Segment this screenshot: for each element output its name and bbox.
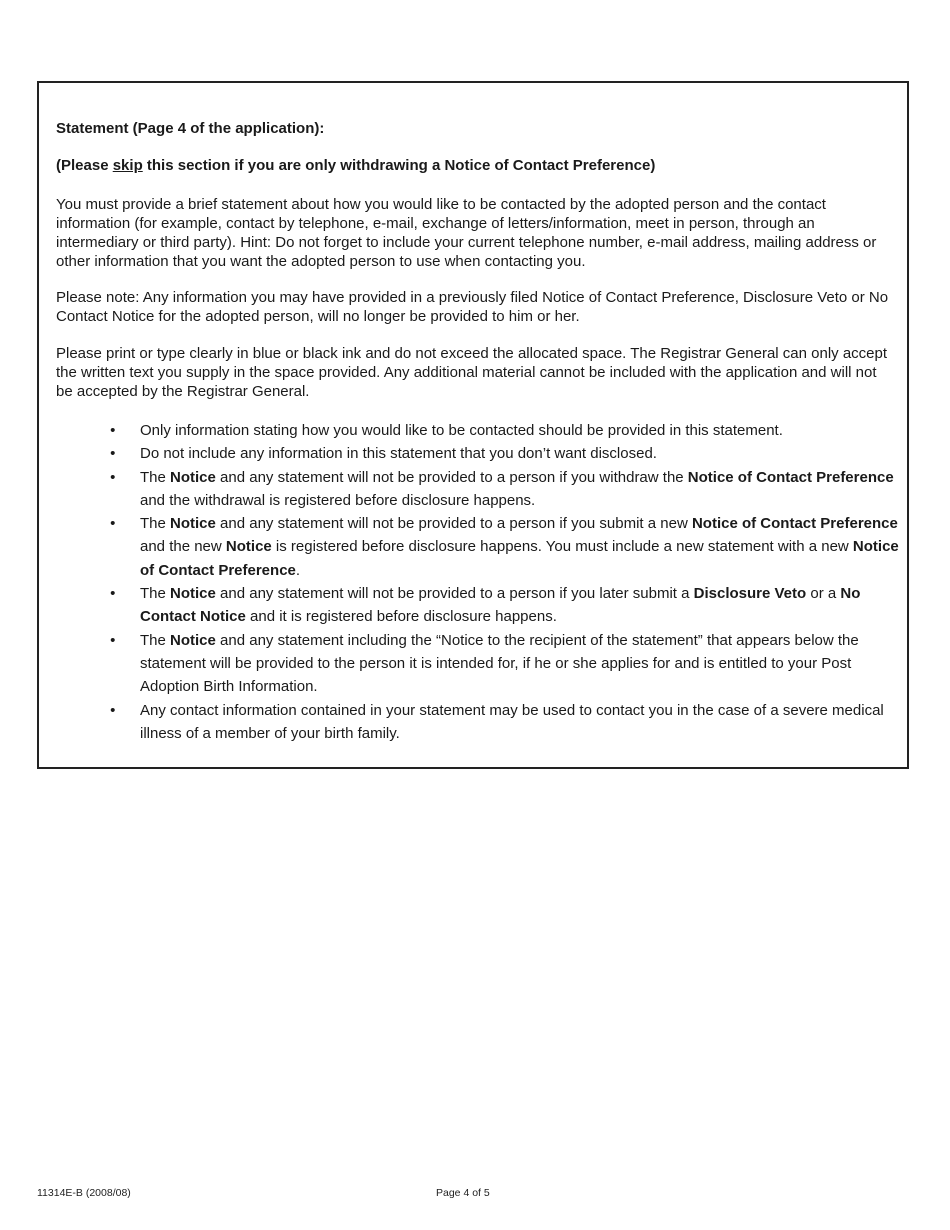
bullet-icon: • (110, 631, 116, 649)
statement-rules-list (110, 419, 900, 745)
bullet-icon: • (110, 422, 116, 439)
instructions-paragraph: You must provide a brief statement about how you would like to be contacted by the adopted person and the contact information (for example, contact by telephone, e-mail, exchange of letters/information, meet in person, through an intermediary or third party). Hint: Do not forget to include your current telephone number, e-mail address, mailing address or other information that you want the adopted person to use when contacting you. (56, 196, 877, 270)
skip-word: skip (112, 157, 143, 174)
list-item: • Any contact information contained in your statement may be used to contact you in the case of a severe medical illness of a member of your birth family. (110, 699, 900, 746)
page-number: Page 4 of 5 (436, 1187, 490, 1199)
bullet-icon: • (110, 445, 116, 463)
bullet-icon: • (110, 585, 116, 603)
list-item: • Do not include any information in this statement that you don’t want disclosed. (110, 442, 900, 465)
note-paragraph: Please note: Any information you may have provided in a previously filed Notice of Contact Preference, Disclosure Veto or No Contact Notice for the adopted person, will no longer be provided to him or her. (56, 289, 889, 325)
skip-instruction: (Please skip this section if you are only withdrawing a Notice of Contact Preference) (56, 157, 656, 174)
list-item: • The Notice and any statement will not be provided to a person if you submit a new Notice of Contact Preference and the new Notice is registered before disclosure happens. You must include a new statement with a new Notice of Contact Preference. (110, 512, 900, 582)
list-item: • The Notice and any statement including the “Notice to the recipient of the statement” that appears below the statement will be provided to the person it is intended for, if he or she applies for and is entitled to your Post Adoption Birth Information. (110, 629, 900, 699)
bullet-icon: • (110, 468, 116, 486)
bullet-icon: • (110, 515, 116, 533)
list-item: • The Notice and any statement will not be provided to a person if you later submit a Disclosure Veto or a No Contact Notice and it is registered before disclosure happens. (110, 582, 900, 629)
form-code: 11314E-B (2008/08) (37, 1187, 131, 1199)
list-item: • Only information stating how you would like to be contacted should be provided in this statement. (110, 419, 900, 442)
statement-title: Statement (Page 4 of the application): (56, 120, 325, 137)
list-item: • The Notice and any statement will not be provided to a person if you withdraw the Notice of Contact Preference and the withdrawal is registered before disclosure happens. (110, 466, 900, 513)
print-instructions-paragraph: Please print or type clearly in blue or black ink and do not exceed the allocated space. The Registrar General can only accept the written text you supply in the space provided. Any additional material cannot be included with the application and will not be accepted by the Registrar General. (56, 345, 888, 400)
bullet-icon: • (110, 701, 116, 719)
